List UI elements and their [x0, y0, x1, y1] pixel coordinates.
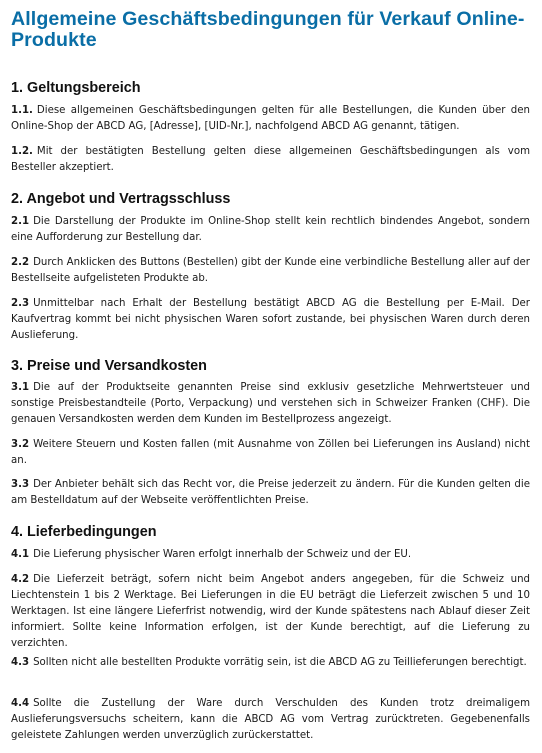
clause-number: 4.1	[11, 549, 30, 560]
clause-1-2	[11, 144, 530, 176]
clause-number: 2.1	[11, 216, 30, 227]
clause-text: Diese allgemeinen Geschäftsbedingungen gelten für alle Bestellungen, die Kunden über den Online-Shop der ABCD AG, [Adresse], [UID-Nr.], nachfolgend ABCD AG genannt, tätigen.	[11, 105, 530, 132]
clause-text: Weitere Steuern und Kosten fallen (mit Ausnahme von Zöllen bei Lieferungen ins Ausland) nicht an.	[11, 439, 530, 466]
clause-3-2	[11, 437, 530, 469]
clause-2-3	[11, 296, 530, 344]
clause-number: 4.4	[11, 698, 30, 709]
clause-1-1	[11, 103, 530, 135]
clause-4-1	[11, 547, 530, 563]
clause-number: 4.3	[11, 657, 30, 668]
clause-text: Die auf der Produktseite genannten Preise sind exklusiv gesetzliche Mehrwertsteuer und sonstige Preisbestandteile (Porto, Verpackung) und verstehen sich in Schweizer Franken (CHF). Die genauen Versandkosten werden dem Kunden im Bestellprozess angezeigt.	[11, 382, 530, 425]
section-heading-geltungsbereich: 1. Geltungsbereich	[11, 80, 141, 96]
clause-number: 3.2	[11, 439, 30, 450]
section-heading-lieferbedingungen: 4. Lieferbedingungen	[11, 524, 157, 540]
clause-3-3	[11, 477, 530, 509]
clause-number: 2.3	[11, 298, 30, 309]
clause-text: Die Lieferzeit beträgt, sofern nicht beim Angebot anders angegeben, für die Schweiz und Liechtenstein 1 bis 2 Werktage. Bei Lieferungen in die EU beträgt die Lieferzeit zwischen 5 und 10 Werktagen. Ist eine längere Lieferfrist notwendig, wird der Kunde spätestens nach Ablauf dieser Zeit informiert. Sollte keine Information erfolgen, ist der Kunde berechtigt, auf die Lieferung zu verzichten.	[11, 574, 530, 649]
clause-number: 1.1.	[11, 105, 33, 116]
clause-text: Die Lieferung physischer Waren erfolgt innerhalb der Schweiz und der EU.	[33, 549, 412, 560]
clause-text: Sollten nicht alle bestellten Produkte vorrätig sein, ist die ABCD AG zu Teillieferungen berechtigt.	[33, 657, 527, 668]
clause-text: Unmittelbar nach Erhalt der Bestellung bestätigt ABCD AG die Bestellung per E-Mail. Der Kaufvertrag kommt bei nicht physischen Waren sofort zustande, bei physischen Waren durch deren Auslieferung.	[11, 298, 530, 341]
clause-text: Die Darstellung der Produkte im Online-Shop stellt kein rechtlich bindendes Angebot, sondern eine Aufforderung zur Bestellung dar.	[11, 216, 530, 243]
clause-number: 3.1	[11, 382, 30, 393]
clause-4-3	[11, 655, 530, 671]
clause-4-2	[11, 572, 530, 652]
clause-2-2	[11, 255, 530, 287]
clause-3-1	[11, 380, 530, 428]
clause-number: 3.3	[11, 479, 30, 490]
clause-text: Der Anbieter behält sich das Recht vor, die Preise jederzeit zu ändern. Für die Kunden gelten die am Bestelldatum auf der Webseite veröffentlichten Preise.	[11, 479, 530, 506]
clause-2-1	[11, 214, 530, 246]
clause-number: 1.2.	[11, 146, 33, 157]
clause-text: Durch Anklicken des Buttons (Bestellen) gibt der Kunde eine verbindliche Bestellung aller auf der Bestellseite aufgelisteten Produkte ab.	[11, 257, 530, 284]
clause-number: 4.2	[11, 574, 30, 585]
clause-4-4	[11, 696, 530, 744]
section-heading-angebot: 2. Angebot und Vertragsschluss	[11, 191, 231, 207]
document-title: Allgemeine Geschäftsbedingungen für Verkauf Online-Produkte	[11, 8, 525, 51]
clause-text: Mit der bestätigten Bestellung gelten diese allgemeinen Geschäftsbedingungen als vom Besteller akzeptiert.	[11, 146, 530, 173]
section-heading-preise: 3. Preise und Versandkosten	[11, 358, 207, 374]
clause-text: Sollte die Zustellung der Ware durch Verschulden des Kunden trotz dreimaligem Auslieferungsversuchs scheitern, kann die ABCD AG vom Vertrag zurücktreten. Gegebenenfalls geleistete Zahlungen werden unverzüglich zurückerstattet.	[11, 698, 530, 741]
clause-number: 2.2	[11, 257, 30, 268]
